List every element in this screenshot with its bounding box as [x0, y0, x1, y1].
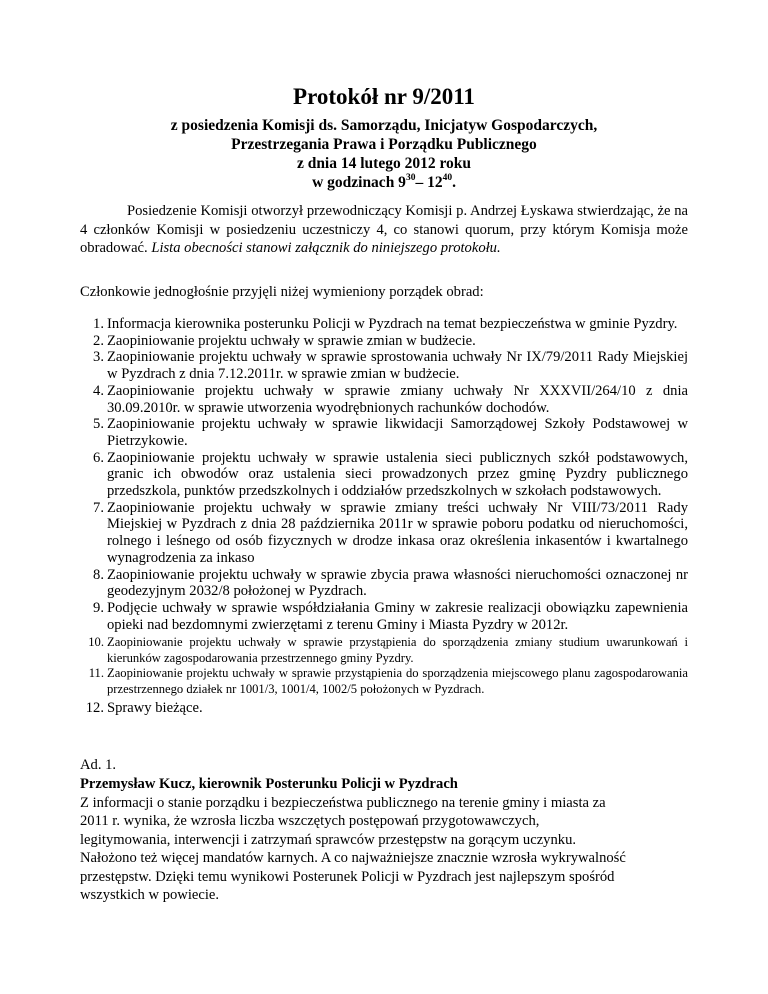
hours-dash: – 12	[415, 174, 443, 191]
report-line: Z informacji o stanie porządku i bezpieczeństwa publicznego na terenie gminy i miasta za	[80, 795, 606, 811]
agenda-item	[80, 316, 688, 333]
agenda-item-text: Zaopiniowanie projektu uchwały w sprawie ustalenia sieci publicznych szkół podstawowych, granic ich obwodów oraz ustalenia sieci prowadzonych przez gminę Pyzdry publicznego przedszkola, punktów przedszkolnych i oddziałów przedszkolnych w szkołach podstawowych.	[107, 449, 688, 500]
agenda-item	[80, 450, 688, 500]
agenda-item-text: Informacja kierownika posterunku Policji w Pyzdrach na temat bezpieczeństwa w gminie Pyzdry.	[107, 316, 678, 332]
agenda-item-number: 2.	[93, 332, 104, 349]
report-line: legitymowania, interwencji i zatrzymań sprawców przestępstw na gorącym uczynku.	[80, 831, 577, 848]
agenda-item-number: 10.	[88, 635, 104, 650]
intro-paragraph	[80, 202, 688, 258]
intro-text: Posiedzenie Komisji otworzył przewodniczący Komisji p. Andrzej Łyskawa stwierdzając, że na 4 członków Komisji w posiedzeniu uczestniczy 4, co stanowi quorum, przy którym Komisja może obradować.	[80, 203, 688, 256]
hours-start-minutes: 30	[405, 172, 416, 183]
agenda-item-text: Zaopiniowanie projektu uchwały w sprawie zmiany uchwały Nr XXXVII/264/10 z dnia 30.09.2010r. w sprawie utworzenia wyodrębnionych rachunków dochodów.	[107, 382, 688, 416]
intro-attendance-note: Lista obecności stanowi załącznik do niniejszego protokołu.	[151, 240, 501, 256]
document-subtitle	[0, 116, 768, 192]
agenda-item-text: Zaopiniowanie projektu uchwały w sprawie zmiany treści uchwały Nr VIII/73/2011 Rady Miejskiej w Pyzdrach z dnia 28 października 2011r w sprawie poboru podatku od nieruchomości, rolnego i leśnego od osób fizycznych w drodze inkasa oraz określenia inkasentów i kwartalnego wynagrodzenia za inkaso	[107, 499, 688, 566]
agenda-item-number: 11.	[88, 666, 104, 681]
agenda-item-text: Podjęcie uchwały w sprawie współdziałania Gminy w zakresie realizacji obowiązku zapewnienia opieki nad bezdomnymi zwierzętami z terenu Gminy i Miasta Pyzdry w 2012r.	[107, 599, 688, 633]
agenda-item	[80, 700, 688, 717]
report-line: przestępstw. Dzięki temu wynikowi Posterunek Policji w Pyzdrach jest najlepszym spośród	[80, 868, 615, 885]
agenda-item-number: 12.	[85, 699, 104, 716]
speaker-name: Przemysław Kucz, kierownik Posterunku Policji w Pyzdrach	[80, 776, 458, 792]
agenda-item-number: 1.	[93, 316, 104, 332]
subtitle-line-date: z dnia 14 lutego 2012 roku	[296, 155, 472, 172]
agenda-item	[80, 416, 688, 449]
report-line: Nałożono też więcej mandatów karnych. A co najważniejsze znacznie wzrosła wykrywalność	[80, 850, 626, 867]
subtitle-line-hours	[0, 173, 768, 192]
members-agenda-statement: Członkowie jednogłośnie przyjęli niżej wymieniony porządek obrad:	[80, 284, 484, 300]
agenda-list	[80, 316, 688, 717]
agenda-item	[80, 567, 688, 600]
agenda-item	[80, 500, 688, 567]
report-line: wszystkich w powiecie.	[80, 887, 220, 904]
hours-suffix: .	[452, 174, 456, 191]
document-title: Protokół nr 9/2011	[293, 84, 475, 109]
agenda-item-number: 7.	[93, 499, 104, 516]
agenda-item-number: 5.	[93, 416, 104, 433]
report-line: 2011 r. wynika, że wzrosła liczba wszczętych postępowań przygotowawczych,	[80, 813, 540, 830]
agenda-item-number: 4.	[93, 382, 104, 399]
agenda-item-text: Zaopiniowanie projektu uchwały w sprawie przystąpienia do sporządzenia zmiany studium uwarunkowań i kierunków zagospodarowania przestrzennego gminy Pyzdry.	[107, 635, 688, 665]
agenda-item-number: 9.	[93, 599, 104, 616]
subtitle-line-committee: z posiedzenia Komisji ds. Samorządu, Inicjatyw Gospodarczych,	[170, 117, 598, 134]
agenda-item	[80, 600, 688, 633]
agenda-item	[80, 666, 688, 697]
agenda-item-text: Zaopiniowanie projektu uchwały w sprawie zmian w budżecie.	[107, 332, 476, 349]
section-heading-ad1: Ad. 1.	[80, 757, 117, 773]
subtitle-line-law: Przestrzegania Prawa i Porządku Publicznego	[231, 136, 537, 153]
hours-prefix: w godzinach 9	[312, 174, 406, 191]
agenda-item-number: 6.	[93, 449, 104, 466]
agenda-item	[80, 635, 688, 666]
agenda-item-text: Zaopiniowanie projektu uchwały w sprawie sprostowania uchwały Nr IX/79/2011 Rady Miejskiej w Pyzdrach z dnia 7.12.2011r. w sprawie zmian w budżecie.	[107, 349, 688, 383]
agenda-item-text: Zaopiniowanie projektu uchwały w sprawie zbycia prawa własności nieruchomości oznaczonej nr geodezyjnym 2032/8 położonej w Pyzdrach.	[107, 566, 688, 600]
hours-end-minutes: 40	[442, 172, 453, 183]
agenda-item-text: Zaopiniowanie projektu uchwały w sprawie likwidacji Samorządowej Szkoły Podstawowej w Pietrzykowie.	[107, 416, 688, 449]
agenda-item	[80, 333, 688, 350]
agenda-item	[80, 383, 688, 416]
agenda-item-number: 8.	[93, 566, 104, 583]
agenda-item-text: Sprawy bieżące.	[107, 699, 203, 716]
police-report-paragraph	[80, 794, 690, 904]
agenda-item-number: 3.	[93, 349, 104, 366]
agenda-item	[80, 349, 688, 382]
agenda-item-text: Zaopiniowanie projektu uchwały w sprawie przystąpienia do sporządzenia miejscowego planu zagospodarowania przestrzennego działek nr 1001/3, 1001/4, 1002/5 położonych w Pyzdrach.	[107, 666, 688, 696]
